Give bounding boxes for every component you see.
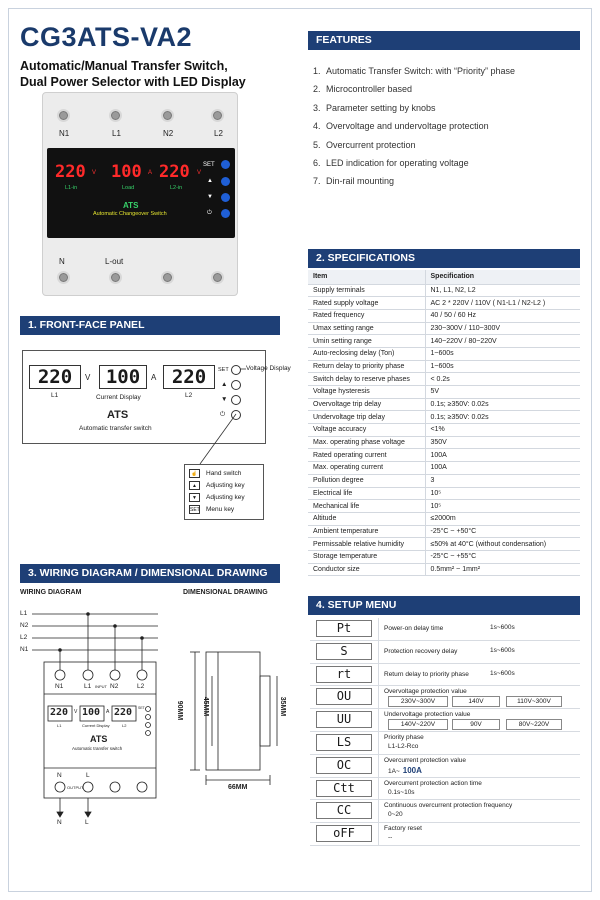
spec-value: <1% <box>425 424 580 437</box>
unit-a: A <box>106 709 110 715</box>
spec-value: 100A <box>425 462 580 475</box>
spec-row <box>308 550 580 563</box>
terminal-label: L-out <box>105 257 124 266</box>
wiring-diagram-title: WIRING DIAGRAM <box>20 589 82 596</box>
spec-item: Max. operating phase voltage <box>308 436 425 449</box>
setup-row <box>310 778 580 801</box>
spec-value: -25°C ~ +55°C <box>425 550 580 563</box>
spec-row <box>308 297 580 310</box>
spec-value: 0.1s; ≥350V: 0.02s <box>425 398 580 411</box>
legend-adjust-up: Adjusting key <box>206 482 245 490</box>
voltage-display-label: Voltage Display <box>246 365 291 372</box>
setup-code: S <box>316 643 372 660</box>
feature-text: Din-rail mounting <box>326 176 395 187</box>
feature-text: Parameter setting by knobs <box>326 102 436 113</box>
spec-value: 10⁵ <box>425 487 580 500</box>
spec-value: 1~600s <box>425 360 580 373</box>
spec-row <box>308 424 580 437</box>
spec-item: Overvoltage trip delay <box>308 398 425 411</box>
spec-row <box>308 512 580 525</box>
dim-45mm: 45MM <box>202 696 210 717</box>
setup-row <box>310 709 580 732</box>
setup-code: OC <box>316 757 372 774</box>
up-arrow-icon: ▲ <box>207 178 213 184</box>
subtitle-line-2: Dual Power Selector with LED Display <box>20 75 246 89</box>
term-l1: L1 <box>84 683 92 690</box>
display-current: 100 <box>99 365 147 389</box>
setup-sub-value: 0.1s~10s <box>388 788 415 796</box>
spec-item: Umin setting range <box>308 335 425 348</box>
setup-description: Undervoltage protection value <box>384 711 471 719</box>
label-load: Load <box>122 185 135 191</box>
row-divider <box>378 641 379 664</box>
unit-v: V <box>74 709 78 715</box>
setup-range-box: 230V~300V <box>388 696 448 707</box>
wd-display-l1: 220 <box>50 707 69 718</box>
spec-value: 3 <box>425 474 580 487</box>
spec-value: 10⁵ <box>425 500 580 513</box>
setup-sub-value: -- <box>388 834 393 842</box>
line-label-l2: L2 <box>20 634 28 641</box>
spec-value: 5V <box>425 386 580 399</box>
legend-hand-switch: Hand switch <box>206 470 242 478</box>
led-current: 100 <box>111 162 142 182</box>
row-divider <box>378 823 379 846</box>
setup-menu <box>310 618 580 846</box>
unit-a: A <box>148 170 153 176</box>
row-divider <box>378 709 379 732</box>
set-label: SET <box>138 706 145 710</box>
setup-code: CC <box>316 802 372 819</box>
spec-item: Return delay to priority phase <box>308 360 425 373</box>
line-label-n2: N2 <box>20 622 29 629</box>
col-spec: Specification <box>425 270 580 284</box>
feature-text: Microcontroller based <box>326 84 413 95</box>
dim-90mm: 90MM <box>176 700 184 721</box>
setup-sub-value: 0~20 <box>388 811 403 819</box>
line-label-n1: N1 <box>20 646 29 653</box>
setup-sub-bold: 100A <box>402 765 422 775</box>
spec-item: Mechanical life <box>308 500 425 513</box>
setup-range-box: 90V <box>452 719 500 730</box>
row-divider <box>378 732 379 755</box>
spec-value: ≤2000m <box>425 512 580 525</box>
setup-range-box: 110V~300V <box>506 696 562 707</box>
specs-table <box>308 270 580 576</box>
setup-description: Continuous overcurrent protection frequency <box>384 802 513 810</box>
led-voltage-l1: 220 <box>55 162 86 182</box>
set-label: SET <box>203 162 215 168</box>
led-voltage-l2: 220 <box>159 162 190 182</box>
set-key-icon: SET <box>190 507 200 513</box>
feature-number: 3. <box>313 102 321 113</box>
feature-number: 6. <box>313 157 321 168</box>
row-divider <box>378 686 379 709</box>
spec-row <box>308 474 580 487</box>
setup-row <box>310 800 580 823</box>
setup-row <box>310 664 580 687</box>
spec-item: Rated operating current <box>308 449 425 462</box>
spec-item: Storage temperature <box>308 550 425 563</box>
spec-value: 100A <box>425 449 580 462</box>
spec-value: 350V <box>425 436 580 449</box>
setup-code: OU <box>316 688 372 705</box>
feature-text: Automatic Transfer Switch: with “Priority” phase <box>326 66 516 76</box>
wd-display-l2: 220 <box>114 707 133 718</box>
features-heading: FEATURES <box>308 31 580 50</box>
spec-row <box>308 500 580 513</box>
row-divider <box>378 664 379 687</box>
label-l1: L1 <box>51 392 59 399</box>
setup-description: Power-on delay time <box>384 625 444 632</box>
spec-item: Umax setting range <box>308 322 425 335</box>
term-n2: N2 <box>110 683 119 690</box>
spec-value: 230~300V / 110~300V <box>425 322 580 335</box>
spec-value: 0.5mm² ~ 1mm² <box>425 563 580 576</box>
spec-value: -25°C ~ +50°C <box>425 525 580 538</box>
setup-range-box: 140V~220V <box>388 719 448 730</box>
spec-item: Electrical life <box>308 487 425 500</box>
spec-value: < 0.2s <box>425 373 580 386</box>
setup-description: Protection recovery delay <box>384 647 458 655</box>
unit-v: V <box>197 170 202 176</box>
spec-item: Conductor size <box>308 563 425 576</box>
spec-value: AC 2 * 220V / 110V ( N1-L1 / N2-L2 ) <box>425 297 580 310</box>
spec-row <box>308 538 580 551</box>
spec-item: Ambient temperature <box>308 525 425 538</box>
down-arrow-icon: ▼ <box>207 194 213 200</box>
spec-item: Permissable relative humidity <box>308 538 425 551</box>
wd-sub-l1: L1 <box>57 723 62 728</box>
setup-code: LS <box>316 734 372 751</box>
spec-row <box>308 386 580 399</box>
setup-sub-value: L1-L2-Rco <box>388 742 419 750</box>
setup-description: Overcurrent protection value <box>384 756 467 764</box>
spec-item: Max. operating current <box>308 462 425 475</box>
label-l2: L2 <box>185 392 193 399</box>
power-icon: ⏻ <box>207 210 212 216</box>
spec-item: Rated supply voltage <box>308 297 425 310</box>
legend-menu-key: Menu key <box>206 506 235 514</box>
col-item: Item <box>308 270 425 284</box>
setup-heading: 4. SETUP MENU <box>308 596 580 615</box>
spec-value: 0.1s; ≥350V: 0.02s <box>425 411 580 424</box>
front-panel-heading: 1. FRONT-FACE PANEL <box>20 316 280 335</box>
term-l2: L2 <box>137 683 145 690</box>
row-divider <box>378 618 379 641</box>
product-title: CG3ATS-VA2 <box>20 22 193 52</box>
terminal-label: L1 <box>112 129 121 138</box>
dimensional-drawing-title: DIMENSIONAL DRAWING <box>183 589 268 596</box>
bottom-l: L <box>85 819 89 826</box>
spec-row <box>308 525 580 538</box>
spec-row <box>308 563 580 576</box>
feature-number: 7. <box>313 176 321 187</box>
feature-number: 5. <box>313 139 321 150</box>
display-l1: 220 <box>29 365 81 389</box>
feature-text: Overcurrent protection <box>326 139 416 150</box>
setup-range-box: 140V <box>452 696 500 707</box>
spec-value: 1~600s <box>425 347 580 360</box>
spec-value: ≤50% at 40°C (without condensation) <box>425 538 580 551</box>
out-n: N <box>57 772 62 779</box>
setup-value: 1s~600s <box>490 624 515 631</box>
feature-text: LED indication for operating voltage <box>326 157 469 168</box>
label-l1-in: L1-in <box>65 185 78 191</box>
spec-row <box>308 449 580 462</box>
setup-value: 1s~600s <box>490 669 515 677</box>
setup-code: oFF <box>316 825 372 842</box>
dim-35mm: 35MM <box>279 696 287 717</box>
wd-ats-sublabel: Automatic transfer switch <box>72 746 123 751</box>
hand-icon: ☝ <box>189 469 200 478</box>
terminal-label: N2 <box>163 129 174 138</box>
wd-sub-l2: L2 <box>122 723 127 728</box>
wd-sub-current: Current Display <box>82 723 110 728</box>
spec-item: Voltage hysteresis <box>308 386 425 399</box>
row-divider <box>378 778 379 801</box>
row-divider <box>378 800 379 823</box>
wd-display-current: 100 <box>82 707 101 718</box>
spec-item: Altitude <box>308 512 425 525</box>
up-arrow-icon: ▲ <box>221 381 228 388</box>
specs-header-row <box>308 270 580 284</box>
setup-row <box>310 686 580 709</box>
spec-item: Switch delay to reserve phases <box>308 373 425 386</box>
spec-row <box>308 462 580 475</box>
spec-row <box>308 347 580 360</box>
spec-item: Pollution degree <box>308 474 425 487</box>
setup-range-box: 80V~220V <box>506 719 562 730</box>
spec-item: Undervoltage trip delay <box>308 411 425 424</box>
setup-sub-prefix: 1A~ <box>388 767 400 775</box>
setup-row <box>310 823 580 846</box>
wd-ats-label: ATS <box>90 734 108 744</box>
setup-code: Ctt <box>316 780 372 797</box>
terminal-label: N <box>59 257 65 266</box>
out-l: L <box>86 772 90 779</box>
output-label: OUTPUT <box>67 785 84 790</box>
feature-number: 1. <box>313 66 321 76</box>
setup-code: rt <box>316 666 372 683</box>
spec-row <box>308 487 580 500</box>
ats-label: ATS <box>107 409 129 421</box>
spec-row <box>308 436 580 449</box>
setup-row <box>310 618 580 641</box>
spec-row <box>308 373 580 386</box>
label-l2-in: L2-in <box>170 185 183 191</box>
terminal-label: N1 <box>59 129 70 138</box>
setup-description: Return delay to priority phase <box>384 670 469 678</box>
specs-heading: 2. SPECIFICATIONS <box>308 249 580 268</box>
setup-row <box>310 755 580 778</box>
term-n1: N1 <box>55 683 64 690</box>
spec-row <box>308 309 580 322</box>
spec-item: Auto-reclosing delay (Ton) <box>308 347 425 360</box>
line-label-l1: L1 <box>20 610 28 617</box>
spec-row <box>308 411 580 424</box>
terminal-label: L2 <box>214 129 223 138</box>
set-label: SET <box>218 367 229 373</box>
unit-v: V <box>92 170 97 176</box>
down-arrow-icon: ▼ <box>189 493 200 502</box>
setup-code: Pt <box>316 620 372 637</box>
unit-v: V <box>85 373 91 382</box>
row-divider <box>378 755 379 778</box>
setup-description: Overvoltage protection value <box>384 688 467 696</box>
setup-description: Overcurrent protection action time <box>384 779 482 787</box>
dim-66mm: 66MM <box>228 784 248 791</box>
unit-a: A <box>151 373 157 382</box>
setup-row <box>310 732 580 755</box>
spec-row <box>308 284 580 297</box>
spec-value: 40 / 50 / 60 Hz <box>425 309 580 322</box>
input-label: INPUT <box>95 684 107 689</box>
spec-row <box>308 322 580 335</box>
spec-value: N1, L1, N2, L2 <box>425 284 580 297</box>
subtitle-line-1: Automatic/Manual Transfer Switch, <box>20 59 228 73</box>
spec-row <box>308 360 580 373</box>
ats-label: ATS <box>123 201 139 210</box>
spec-item: Voltage accuracy <box>308 424 425 437</box>
feature-text: Overvoltage and undervoltage protection <box>326 121 489 132</box>
spec-row <box>308 398 580 411</box>
setup-value: 1s~600s <box>490 646 515 654</box>
down-arrow-icon: ▼ <box>221 396 228 403</box>
spec-item: Supply terminals <box>308 284 425 297</box>
display-l2: 220 <box>163 365 215 389</box>
feature-number: 2. <box>313 84 321 95</box>
label-current-display: Current Display <box>96 394 141 401</box>
up-arrow-icon: ▲ <box>189 481 200 490</box>
bottom-n: N <box>57 819 62 826</box>
feature-number: 4. <box>313 121 321 132</box>
ats-sublabel: Automatic transfer switch <box>79 425 152 432</box>
spec-row <box>308 335 580 348</box>
setup-code: UU <box>316 711 372 728</box>
legend-adjust-down: Adjusting key <box>206 494 245 502</box>
wiring-heading: 3. WIRING DIAGRAM / DIMENSIONAL DRAWING <box>20 564 280 583</box>
ats-sublabel: Automatic Changeover Switch <box>93 211 167 217</box>
setup-description: Factory reset <box>384 825 422 833</box>
spec-item: Rated frequency <box>308 309 425 322</box>
power-icon: ⏻ <box>220 411 226 418</box>
setup-row <box>310 641 580 664</box>
setup-description: Priority phase <box>384 733 424 741</box>
spec-value: 140~220V / 80~220V <box>425 335 580 348</box>
setup-sub-value <box>388 766 422 775</box>
